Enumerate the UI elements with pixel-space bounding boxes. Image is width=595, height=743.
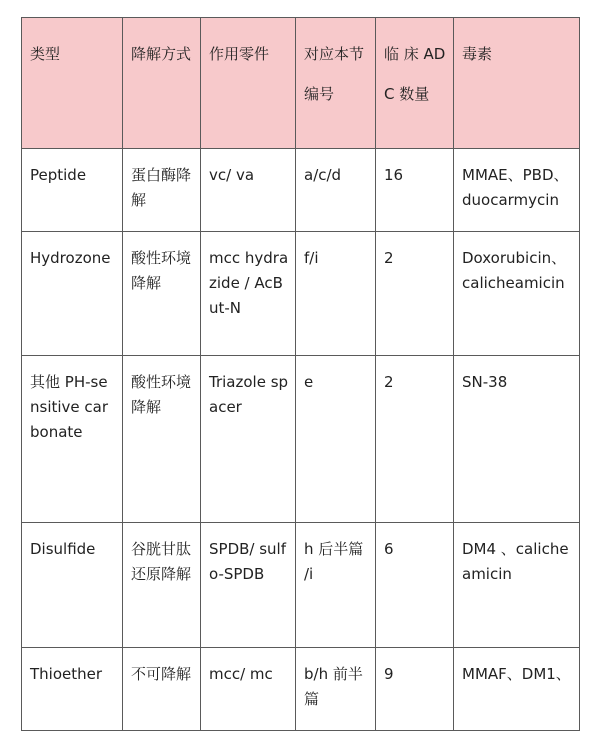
- cell-type: Disulfide: [22, 523, 123, 648]
- cell-parts: mcc hydrazide / AcBut-N: [201, 232, 296, 356]
- header-cell-section: 对应本节编号: [296, 18, 376, 149]
- cell-mode: 酸性环境降解: [123, 356, 201, 523]
- table-row: [22, 523, 580, 648]
- cell-type: Hydrozone: [22, 232, 123, 356]
- table-row: [22, 648, 580, 731]
- cell-clinical: 16: [376, 149, 454, 232]
- cell-parts: Triazole spacer: [201, 356, 296, 523]
- cell-section: b/h 前半篇: [296, 648, 376, 731]
- cell-mode: 不可降解: [123, 648, 201, 731]
- cell-toxin: DM4 、calicheamicin: [454, 523, 580, 648]
- cell-mode: 酸性环境降解: [123, 232, 201, 356]
- cell-clinical: 9: [376, 648, 454, 731]
- cell-section: e: [296, 356, 376, 523]
- cell-toxin: MMAE、PBD、duocarmycin: [454, 149, 580, 232]
- cell-section: a/c/d: [296, 149, 376, 232]
- cell-parts: vc/ va: [201, 149, 296, 232]
- table-row: [22, 149, 580, 232]
- cell-clinical: 2: [376, 356, 454, 523]
- cell-section: h 后半篇 /i: [296, 523, 376, 648]
- table-row: [22, 232, 580, 356]
- cell-parts: mcc/ mc: [201, 648, 296, 731]
- cell-mode: 蛋白酶降解: [123, 149, 201, 232]
- cell-mode: 谷胱甘肽还原降解: [123, 523, 201, 648]
- cell-type: Thioether: [22, 648, 123, 731]
- header-cell-mode: 降解方式: [123, 18, 201, 149]
- cell-toxin: Doxorubicin、calicheamicin: [454, 232, 580, 356]
- header-cell-parts: 作用零件: [201, 18, 296, 149]
- adc-linker-table: [21, 17, 580, 731]
- header-cell-toxin: 毒素: [454, 18, 580, 149]
- cell-clinical: 2: [376, 232, 454, 356]
- cell-section: f/i: [296, 232, 376, 356]
- header-cell-type: 类型: [22, 18, 123, 149]
- cell-type: 其他 PH-sensitive carbonate: [22, 356, 123, 523]
- cell-parts: SPDB/ sulfo-SPDB: [201, 523, 296, 648]
- header-cell-clinical: 临 床 ADC 数量: [376, 18, 454, 149]
- cell-toxin: MMAF、DM1、: [454, 648, 580, 731]
- cell-clinical: 6: [376, 523, 454, 648]
- table-row: [22, 356, 580, 523]
- table-header-row: [22, 18, 580, 149]
- cell-type: Peptide: [22, 149, 123, 232]
- cell-toxin: SN-38: [454, 356, 580, 523]
